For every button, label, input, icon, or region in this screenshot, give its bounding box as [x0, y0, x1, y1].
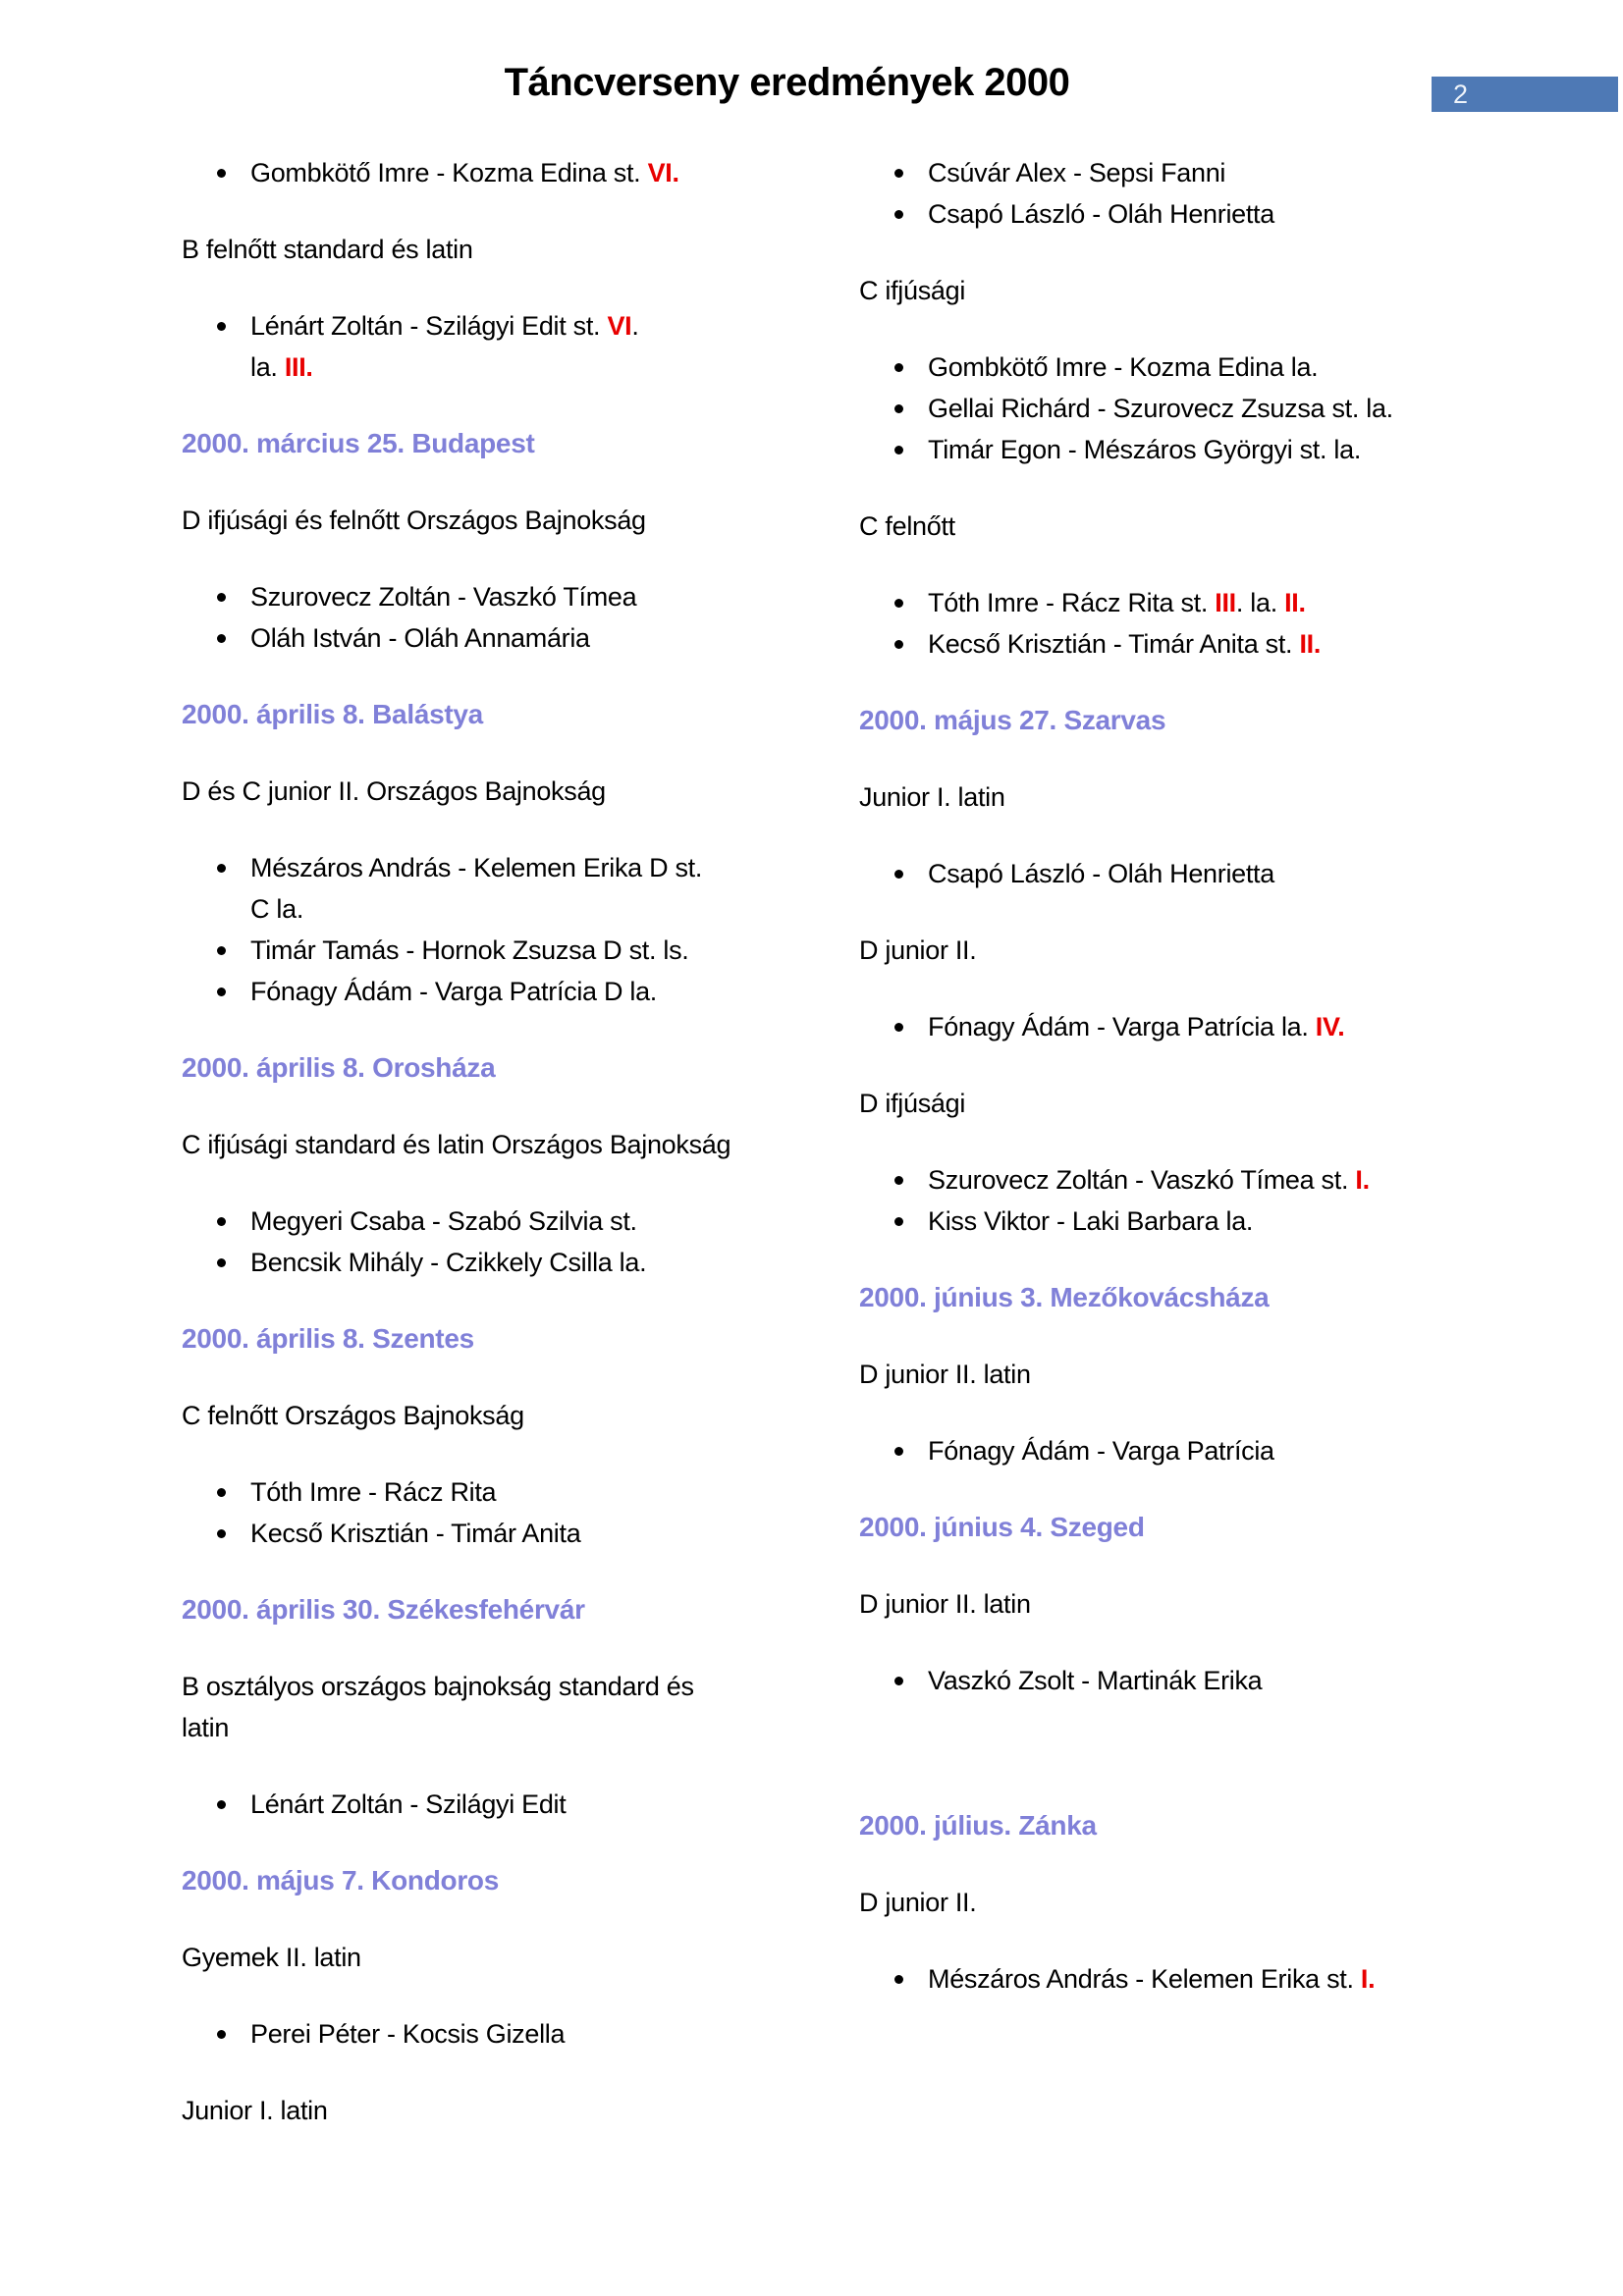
event-heading: 2000. április 8. Orosháza — [182, 1052, 496, 1083]
couple-text: Tóth Imre - Rácz Rita — [250, 1477, 497, 1507]
couple-text: Megyeri Csaba - Szabó Szilvia st. — [250, 1206, 637, 1236]
couples-list — [182, 1201, 800, 1283]
couple-item — [859, 429, 1478, 470]
couple-item — [182, 930, 800, 971]
couple-text: C la. — [250, 894, 304, 924]
category-label: D junior II. latin — [859, 1360, 1031, 1389]
couple-text: la. — [250, 352, 285, 382]
result-rank: VI — [607, 311, 632, 341]
couples-list — [859, 853, 1478, 894]
couple-item — [182, 1471, 800, 1513]
category-label: D junior II. latin — [859, 1589, 1031, 1619]
couples-list — [859, 1958, 1478, 2000]
couple-item — [182, 971, 800, 1012]
category-label: Junior I. latin — [859, 782, 1005, 812]
couple-text: Lénárt Zoltán - Szilágyi Edit — [250, 1789, 567, 1819]
couple-text: Fónagy Ádám - Varga Patrícia D la. — [250, 977, 657, 1006]
couples-list — [859, 1660, 1478, 1701]
couple-text: . la. — [1235, 588, 1285, 617]
event-heading: 2000. április 8. Szentes — [182, 1323, 474, 1354]
couple-item — [859, 388, 1478, 429]
couple-item — [182, 576, 800, 617]
couple-item — [859, 1958, 1478, 2000]
couples-list — [859, 347, 1478, 470]
couple-item — [859, 853, 1478, 894]
couple-text: Timár Tamás - Hornok Zsuzsa D st. ls. — [250, 935, 689, 965]
couple-item — [859, 1159, 1478, 1201]
couple-text: Lénárt Zoltán - Szilágyi Edit st. — [250, 311, 608, 341]
result-rank: III — [1215, 588, 1236, 617]
couple-text: Fónagy Ádám - Varga Patrícia — [928, 1436, 1274, 1466]
result-rank: I. — [1360, 1964, 1376, 1994]
couple-text: Gombkötő Imre - Kozma Edina la. — [928, 352, 1319, 382]
couple-text: Fónagy Ádám - Varga Patrícia la. — [928, 1012, 1316, 1041]
event-heading: 2000. június 3. Mezőkovácsháza — [859, 1282, 1270, 1312]
couple-text: Csúvár Alex - Sepsi Fanni — [928, 158, 1226, 187]
couples-list — [859, 582, 1478, 665]
couple-text: Kecső Krisztián - Timár Anita st. — [928, 629, 1300, 659]
couple-text: Timár Egon - Mészáros Györgyi st. la. — [928, 435, 1362, 464]
page-number: 2 — [1453, 80, 1469, 109]
couples-list — [182, 152, 800, 193]
couple-text: Szurovecz Zoltán - Vaszkó Tímea st. — [928, 1165, 1356, 1195]
couples-list — [182, 847, 800, 1012]
couple-item — [859, 193, 1478, 235]
category-label: D junior II. — [859, 1888, 977, 1917]
result-rank: II. — [1284, 588, 1306, 617]
event-heading: 2000. május 7. Kondoros — [182, 1865, 499, 1896]
couple-item — [182, 1513, 800, 1554]
couples-list — [182, 1784, 800, 1825]
couple-item — [859, 152, 1478, 193]
right-column — [859, 152, 1478, 2166]
event-heading: 2000. március 25. Budapest — [182, 428, 535, 458]
couples-list — [859, 1006, 1478, 1047]
couple-item — [859, 623, 1478, 665]
couple-text: Gombkötő Imre - Kozma Edina st. — [250, 158, 648, 187]
couple-item — [859, 1201, 1478, 1242]
couple-text: . — [631, 311, 639, 341]
couple-text: Vaszkó Zsolt - Martinák Erika — [928, 1666, 1263, 1695]
couple-text: Bencsik Mihály - Czikkely Csilla la. — [250, 1248, 647, 1277]
event-heading: 2000. április 30. Székesfehérvár — [182, 1594, 585, 1625]
couples-list — [182, 576, 800, 659]
content-columns — [0, 152, 1623, 2166]
couple-item — [859, 1660, 1478, 1701]
category-label: Junior I. latin — [182, 2096, 328, 2125]
couple-item — [182, 847, 800, 930]
couple-item — [182, 2013, 800, 2055]
category-label: C felnőtt Országos Bajnokság — [182, 1401, 524, 1430]
couple-item — [182, 617, 800, 659]
result-rank: VI. — [647, 158, 679, 187]
couple-item — [182, 1784, 800, 1825]
category-label: B felnőtt standard és latin — [182, 235, 473, 264]
category-label: B osztályos országos bajnokság standard és latin — [182, 1672, 694, 1742]
event-heading: 2000. július. Zánka — [859, 1810, 1097, 1841]
couple-text: Mészáros András - Kelemen Erika D st. — [250, 853, 703, 882]
page-title: Táncverseny eredmények 2000 — [504, 61, 1070, 104]
event-heading: 2000. június 4. Szeged — [859, 1512, 1145, 1542]
couple-item — [859, 1006, 1478, 1047]
result-rank: I. — [1355, 1165, 1370, 1195]
category-label: D ifjúsági — [859, 1089, 966, 1118]
couple-text: Csapó László - Oláh Henrietta — [928, 859, 1274, 888]
couple-item — [859, 582, 1478, 623]
category-label: C felnőtt — [859, 511, 955, 541]
result-rank: II. — [1299, 629, 1322, 659]
couples-list — [182, 305, 800, 388]
couple-text: Kecső Krisztián - Timár Anita — [250, 1519, 581, 1548]
category-label: D junior II. — [859, 935, 977, 965]
left-column — [182, 152, 800, 2166]
couple-text: Tóth Imre - Rácz Rita st. — [928, 588, 1216, 617]
couples-list — [859, 1159, 1478, 1242]
couple-item — [182, 1201, 800, 1242]
couple-text: Oláh István - Oláh Annamária — [250, 623, 590, 653]
couple-item — [859, 1430, 1478, 1471]
couples-list — [182, 2013, 800, 2055]
couple-item — [859, 347, 1478, 388]
category-label: C ifjúsági — [859, 276, 966, 305]
couple-text: Mészáros András - Kelemen Erika st. — [928, 1964, 1361, 1994]
couple-item — [182, 152, 800, 193]
couple-text: Csapó László - Oláh Henrietta — [928, 199, 1274, 229]
couple-text: Kiss Viktor - Laki Barbara la. — [928, 1206, 1254, 1236]
category-label: D és C junior II. Országos Bajnokság — [182, 776, 606, 806]
event-heading: 2000. május 27. Szarvas — [859, 705, 1166, 735]
category-label: Gyemek II. latin — [182, 1943, 361, 1972]
couple-text: Perei Péter - Kocsis Gizella — [250, 2019, 566, 2049]
couple-item — [182, 305, 800, 388]
category-label: D ifjúsági és felnőtt Országos Bajnokság — [182, 506, 646, 535]
couples-list — [859, 152, 1478, 235]
result-rank: III. — [284, 352, 313, 382]
spacer — [859, 1736, 1478, 1805]
couples-list — [182, 1471, 800, 1554]
couples-list — [859, 1430, 1478, 1471]
category-label: C ifjúsági standard és latin Országos Bajnokság — [182, 1130, 731, 1159]
couple-text: Gellai Richárd - Szurovecz Zsuzsa st. la. — [928, 394, 1393, 423]
couple-text: Szurovecz Zoltán - Vaszkó Tímea — [250, 582, 637, 612]
couple-item — [182, 1242, 800, 1283]
page-number-badge — [1432, 77, 1618, 112]
event-heading: 2000. április 8. Balástya — [182, 699, 483, 729]
result-rank: IV. — [1315, 1012, 1345, 1041]
